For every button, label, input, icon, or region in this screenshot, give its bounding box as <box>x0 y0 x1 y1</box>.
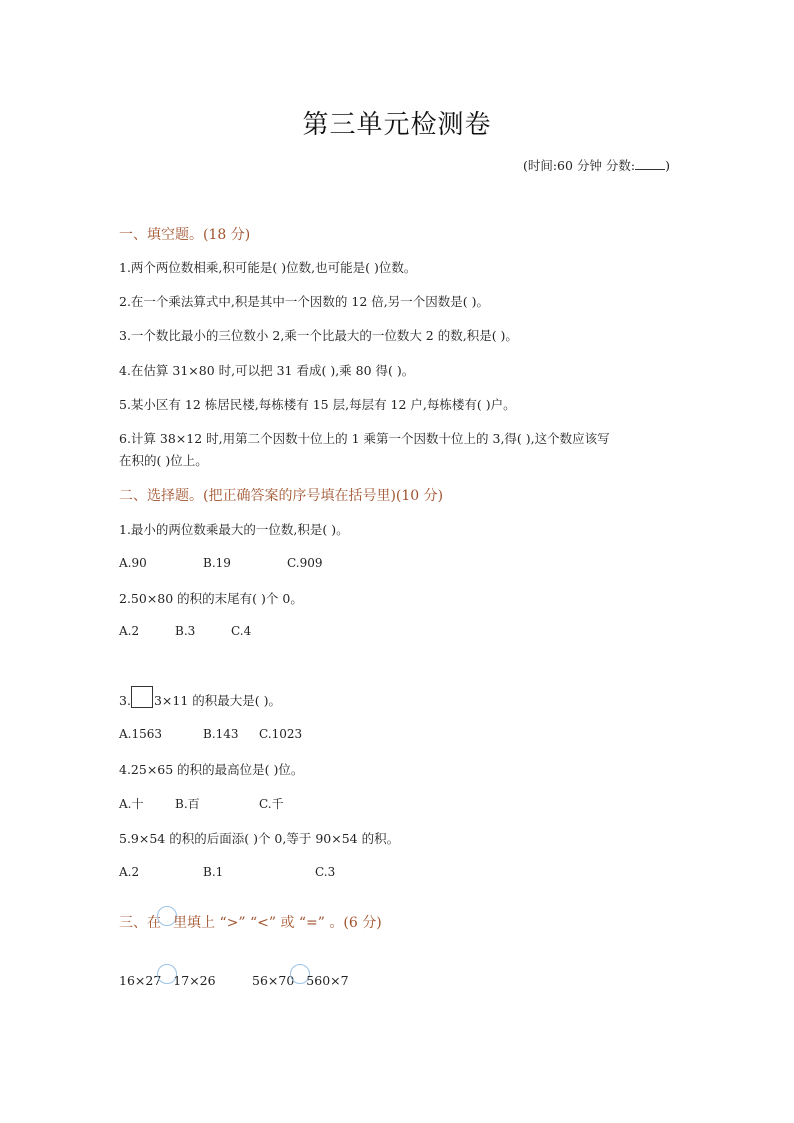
s1-question-3: 3.一个数比最小的三位数小 2,乘一个比最大的一位数大 2 的数,积是( )。 <box>119 328 518 343</box>
s3-expr1-left: 16×27 <box>119 973 162 988</box>
s1-question-6b: 在积的( )位上。 <box>119 453 208 468</box>
s2-q2-option-b: B.3 <box>175 624 196 638</box>
s1-question-6a: 6.计算 38×12 时,用第二个因数十位上的 1 乘第一个因数十位上的 3,得( ),这个数应该写 <box>119 431 610 446</box>
s2-q5-option-a: A.2 <box>119 865 140 879</box>
s2-question-1: 1.最小的两位数乘最大的一位数,积是( )。 <box>119 522 349 537</box>
digit-box[interactable] <box>131 686 153 708</box>
s2-q3-option-c: C.1023 <box>259 727 303 741</box>
s1-question-4: 4.在估算 31×80 时,可以把 31 看成( ),乘 80 得( )。 <box>119 363 415 378</box>
s2-question-2: 2.50×80 的积的末尾有( )个 0。 <box>119 591 303 606</box>
s2-question-5: 5.9×54 的积的后面添( )个 0,等于 90×54 的积。 <box>119 831 400 846</box>
time-close: ) <box>665 158 670 173</box>
s2-q5-option-c: C.3 <box>315 865 336 879</box>
s3-expression-1 <box>119 964 216 988</box>
s2-question-4: 4.25×65 的积的最高位是( )位。 <box>119 762 304 777</box>
s2-q2-option-c: C.4 <box>231 624 252 638</box>
s2-q3-option-a: A.1563 <box>119 727 163 741</box>
s1-question-5: 5.某小区有 12 栋居民楼,每栋楼有 15 层,每层有 12 户,每栋楼有( )户。 <box>119 397 516 412</box>
s3-heading-suffix: 里填上 “>” “<” 或 “=” 。(6 分) <box>173 915 382 931</box>
time-label: (时间:60 分钟 分数: <box>522 158 636 173</box>
s1-question-2: 2.在一个乘法算式中,积是其中一个因数的 12 倍,另一个因数是( )。 <box>119 294 489 309</box>
s3-expression-2 <box>252 964 349 988</box>
score-blank[interactable] <box>635 157 665 170</box>
s3-expr1-right: 17×26 <box>173 973 216 988</box>
s1-question-1: 1.两个两位数相乘,积可能是( )位数,也可能是( )位数。 <box>119 260 417 275</box>
s3-heading-prefix: 三、在 <box>119 915 161 931</box>
s2-q1-option-c: C.909 <box>287 556 323 570</box>
s2-q4-option-c: C.千 <box>259 797 284 811</box>
s2-q1-option-b: B.19 <box>203 556 231 570</box>
s2-q5-option-b: B.1 <box>203 865 224 879</box>
section3-heading <box>119 906 382 932</box>
s2-q4-option-b: B.百 <box>175 797 200 811</box>
s2-question-3 <box>119 686 281 709</box>
section2-heading: 二、选择题。(把正确答案的序号填在括号里)(10 分) <box>119 488 444 504</box>
s2-q3-suffix: 3×11 的积最大是( )。 <box>153 693 281 708</box>
s3-expr2-right: 560×7 <box>306 973 349 988</box>
s2-q1-option-a: A.90 <box>119 556 147 570</box>
s2-q2-option-a: A.2 <box>119 624 140 638</box>
s2-q3-option-b: B.143 <box>203 727 239 741</box>
page-title: 第三单元检测卷 <box>302 110 492 140</box>
section1-heading: 一、填空题。(18 分) <box>119 227 251 243</box>
s3-expr2-left: 56×70 <box>252 973 295 988</box>
time-score-line <box>523 156 670 174</box>
s2-q3-prefix: 3. <box>119 693 131 708</box>
s2-q4-option-a: A.十 <box>119 797 144 811</box>
